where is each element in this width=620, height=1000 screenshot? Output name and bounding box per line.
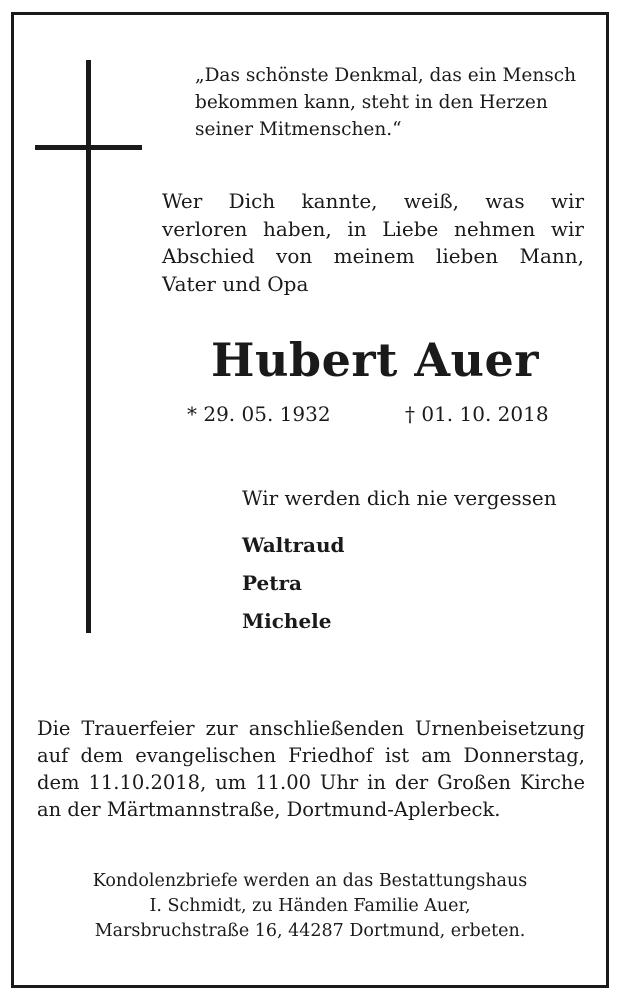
quote-line: „Das schönste Denkmal, das ein Mensch xyxy=(195,65,577,86)
cross-horizontal-bar xyxy=(35,145,142,150)
intro-text xyxy=(162,188,584,298)
signer-name: Michele xyxy=(242,609,332,633)
service-line: an der Märtmannstraße, Dortmund-Aplerbeck. xyxy=(37,798,501,821)
intro-line: verloren haben, in Liebe nehmen wir xyxy=(162,216,584,241)
memorial-quote xyxy=(195,62,595,143)
signer-name: Petra xyxy=(242,571,302,595)
intro-line: Abschied von meinem lieben Mann, xyxy=(162,244,584,268)
birth-date: * 29. 05. 1932 xyxy=(187,402,331,426)
service-line: dem 11.10.2018, um 11.00 Uhr in der Großen Kirche xyxy=(37,771,585,794)
signer-name: Waltraud xyxy=(242,533,345,557)
service-details xyxy=(37,715,585,823)
condolence-line: Kondolenzbriefe werden an das Bestattungshaus xyxy=(92,871,528,891)
deceased-name: Hubert Auer xyxy=(211,333,539,387)
condolence-line: I. Schmidt, zu Händen Familie Auer, xyxy=(149,896,471,916)
condolence-line: Marsbruchstraße 16, 44287 Dortmund, erbeten. xyxy=(94,921,526,941)
quote-line: bekommen kann, steht in den Herzen xyxy=(195,92,548,113)
service-line: Die Trauerfeier zur anschließenden Urnenbeisetzung xyxy=(37,717,585,740)
death-date: † 01. 10. 2018 xyxy=(405,402,549,426)
service-line: auf dem evangelischen Friedhof ist am Donnerstag, xyxy=(37,744,585,767)
condolence-note xyxy=(40,869,580,944)
signers-list xyxy=(242,526,345,640)
quote-line: seiner Mitmenschen.“ xyxy=(195,119,402,140)
farewell-line: Wir werden dich nie vergessen xyxy=(242,486,557,510)
intro-line: Vater und Opa xyxy=(162,271,309,296)
intro-line: Wer Dich kannte, weiß, was wir xyxy=(162,189,584,213)
